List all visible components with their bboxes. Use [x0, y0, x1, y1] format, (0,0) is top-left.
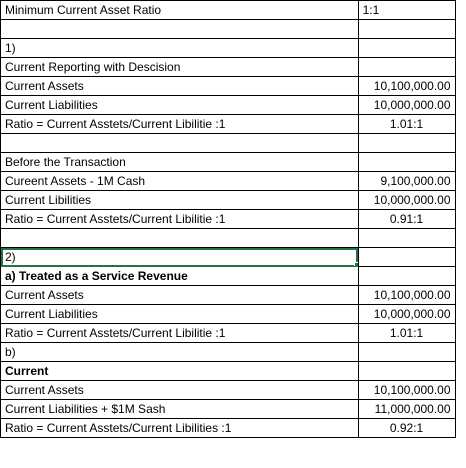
- cell-label[interactable]: b): [1, 343, 359, 362]
- cell-value[interactable]: 1.01:1: [358, 115, 455, 134]
- cell-margin: [455, 229, 466, 248]
- cell-value[interactable]: [358, 229, 455, 248]
- cell-label[interactable]: Ratio = Current Asstets/Current Libilitie :1: [1, 210, 359, 229]
- cell-value[interactable]: [358, 39, 455, 58]
- sheet-row: [1, 381, 466, 400]
- sheet-row: [1, 362, 466, 381]
- cell-value[interactable]: 10,100,000.00: [358, 286, 455, 305]
- cell-margin: [455, 115, 466, 134]
- cell-margin: [455, 134, 466, 153]
- cell-value[interactable]: 11,000,000.00: [358, 400, 455, 419]
- cell-label[interactable]: Cureent Assets - 1M Cash: [1, 172, 359, 191]
- sheet-row: [1, 419, 466, 438]
- sheet-row: [1, 58, 466, 77]
- cell-label[interactable]: Before the Transaction: [1, 153, 359, 172]
- cell-label[interactable]: Current Liabilities + $1M Sash: [1, 400, 359, 419]
- cell-label[interactable]: Minimum Current Asset Ratio: [1, 1, 359, 20]
- cell-value[interactable]: 10,000,000.00: [358, 305, 455, 324]
- sheet-row: [1, 172, 466, 191]
- sheet-row: [1, 39, 466, 58]
- sheet-row: [1, 1, 466, 20]
- cell-margin: [455, 267, 466, 286]
- cell-margin: [455, 419, 466, 438]
- cell-margin: [455, 77, 466, 96]
- cell-margin: [455, 96, 466, 115]
- cell-value[interactable]: [358, 20, 455, 39]
- cell-margin: [455, 1, 466, 20]
- cell-value[interactable]: 0.91:1: [358, 210, 455, 229]
- sheet-row: [1, 77, 466, 96]
- cell-value[interactable]: [358, 153, 455, 172]
- sheet-row: [1, 134, 466, 153]
- cell-value[interactable]: 9,100,000.00: [358, 172, 455, 191]
- cell-label[interactable]: Current Assets: [1, 381, 359, 400]
- cell-margin: [455, 400, 466, 419]
- sheet-row: [1, 153, 466, 172]
- cell-value[interactable]: 10,100,000.00: [358, 77, 455, 96]
- cell-margin: [455, 210, 466, 229]
- sheet-row: [1, 267, 466, 286]
- cell-margin: [455, 305, 466, 324]
- spreadsheet-body: [1, 1, 466, 438]
- sheet-row: [1, 210, 466, 229]
- cell-label[interactable]: [1, 134, 359, 153]
- cell-value[interactable]: 1.01:1: [358, 324, 455, 343]
- cell-label[interactable]: Current Libilities: [1, 191, 359, 210]
- cell-label[interactable]: [1, 229, 359, 248]
- cell-value[interactable]: [358, 267, 455, 286]
- cell-margin: [455, 248, 466, 267]
- cell-label[interactable]: Current Liabilities: [1, 305, 359, 324]
- cell-value[interactable]: [358, 343, 455, 362]
- cell-value[interactable]: [358, 362, 455, 381]
- cell-value[interactable]: 0.92:1: [358, 419, 455, 438]
- sheet-row: [1, 229, 466, 248]
- fill-handle[interactable]: [354, 262, 359, 267]
- sheet-row: [1, 305, 466, 324]
- cell-margin: [455, 324, 466, 343]
- cell-label[interactable]: a) Treated as a Service Revenue: [1, 267, 359, 286]
- cell-label[interactable]: 1): [1, 39, 359, 58]
- cell-margin: [455, 172, 466, 191]
- cell-label[interactable]: Ratio = Current Asstets/Current Libilities :1: [1, 419, 359, 438]
- sheet-row: [1, 324, 466, 343]
- cell-value[interactable]: 10,000,000.00: [358, 191, 455, 210]
- cell-margin: [455, 39, 466, 58]
- cell-margin: [455, 191, 466, 210]
- cell-margin: [455, 58, 466, 77]
- cell-label[interactable]: Current Assets: [1, 77, 359, 96]
- cell-value[interactable]: 1:1: [358, 1, 455, 20]
- cell-margin: [455, 381, 466, 400]
- sheet-row: [1, 115, 466, 134]
- cell-margin: [455, 286, 466, 305]
- sheet-row: [1, 343, 466, 362]
- cell-value[interactable]: [358, 58, 455, 77]
- cell-label[interactable]: Ratio = Current Asstets/Current Libilitie :1: [1, 115, 359, 134]
- cell-margin: [455, 362, 466, 381]
- cell-label[interactable]: Current Reporting with Descision: [1, 58, 359, 77]
- cell-value[interactable]: 10,000,000.00: [358, 96, 455, 115]
- cell-label[interactable]: Current Assets: [1, 286, 359, 305]
- cell-margin: [455, 20, 466, 39]
- cell-label-text: 2): [5, 250, 16, 264]
- cell-value[interactable]: 10,100,000.00: [358, 381, 455, 400]
- cell-value[interactable]: [358, 248, 455, 267]
- sheet-row: [1, 20, 466, 39]
- cell-margin: [455, 153, 466, 172]
- cell-label[interactable]: Ratio = Current Asstets/Current Libilitie :1: [1, 324, 359, 343]
- cell-label[interactable]: Current: [1, 362, 359, 381]
- cell-label[interactable]: [1, 20, 359, 39]
- cell-value[interactable]: [358, 134, 455, 153]
- sheet-row: [1, 400, 466, 419]
- selected-cell[interactable]: [1, 248, 359, 267]
- cell-label[interactable]: Current Liabilities: [1, 96, 359, 115]
- sheet-row: [1, 96, 466, 115]
- sheet-row: [1, 248, 466, 267]
- sheet-row: [1, 286, 466, 305]
- sheet-row: [1, 191, 466, 210]
- cell-margin: [455, 343, 466, 362]
